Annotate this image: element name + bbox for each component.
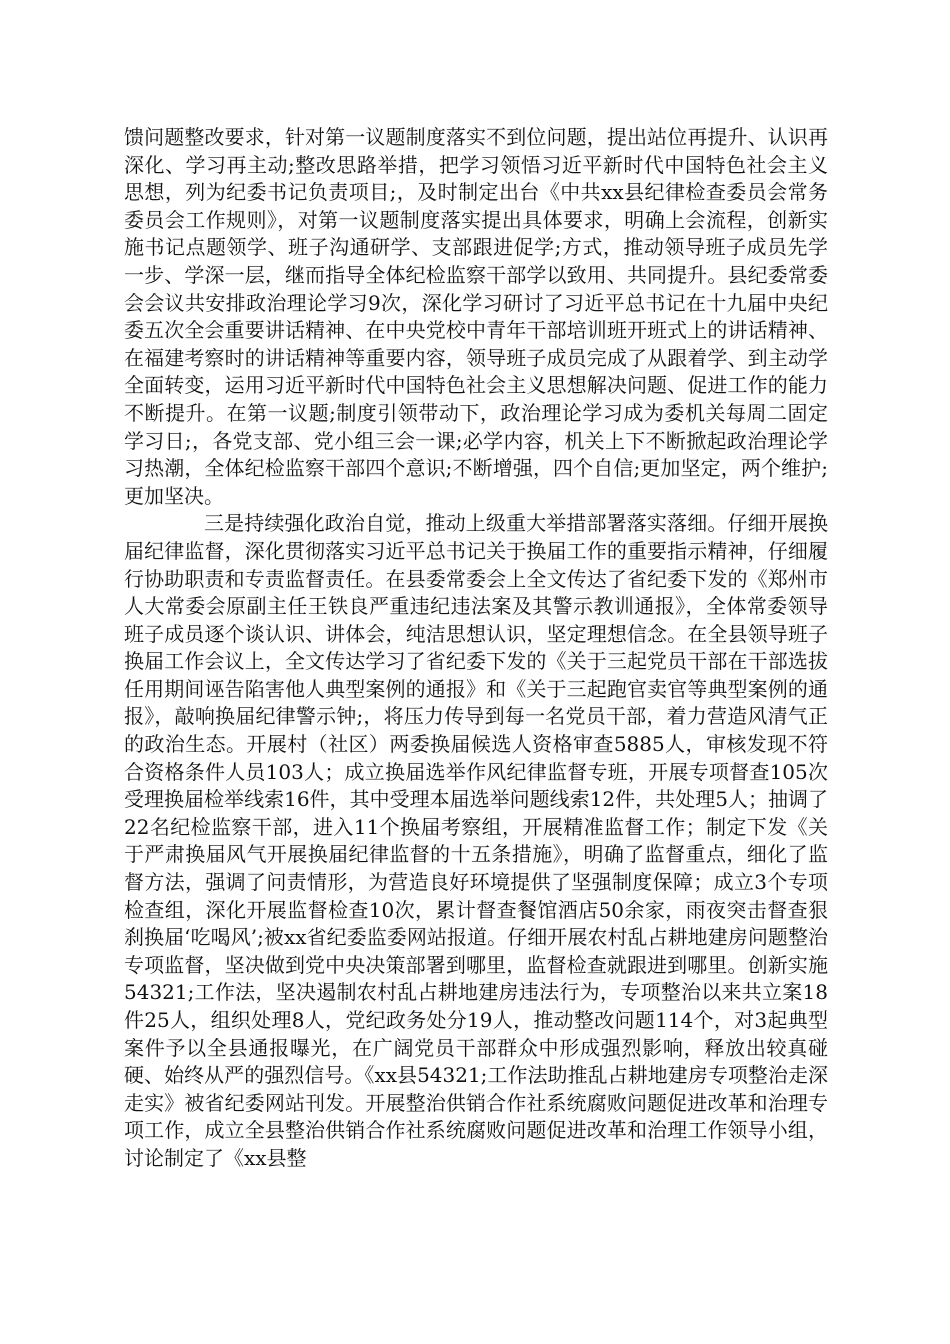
paragraph-1: 馈问题整改要求，针对第一议题制度落实不到位问题，提出站位再提升、认识再深化、学习再主动;整改思路举措，把学习领悟习近平新时代中国特色社会主义思想，列为纪委书记负责项目;，及时制定出台《中共xx县纪律检查委员会常务委员会工作规则》，对第一议题制度落实提出具体要求，明确上会流程，创新实施书记点题领学、班子沟通研学、支部跟进促学;方式，推动领导班子成员先学一步、学深一层，继而指导全体纪检监察干部学以致用、共同提升。县纪委常委会会议共安排政治理论学习9次，深化学习研讨了习近平总书记在十九届中央纪委五次全会重要讲话精神、在中央党校中青年干部培训班开班式上的讲话精神、在福建考察时的讲话精神等重要内容，领导班子成员完成了从跟着学、到主动学全面转变，运用习近平新时代中国特色社会主义思想解决问题、促进工作的能力不断提升。在第一议题;制度引领带动下，政治理论学习成为委机关每周二固定学习日;，各党支部、党小组三会一课;必学内容，机关上下不断掀起政治理论学习热潮，全体纪检监察干部四个意识;不断增强，四个自信;更加坚定，两个维护;更加坚决。 xyxy=(124,125,828,508)
paragraph-2: 三是持续强化政治自觉，推动上级重大举措部署落实落细。仔细开展换届纪律监督，深化贯彻落实习近平总书记关于换届工作的重要指示精神，仔细履行协助职责和专责监督责任。在县委常委会上全文传达了省纪委下发的《郑州市人大常委会原副主任王铁良严重违纪违法案及其警示教训通报》，全体常委领导班子成员逐个谈认识、讲体会，纯洁思想认识，坚定理想信念。在全县领导班子换届工作会议上，全文传达学习了省纪委下发的《关于三起党员干部在干部选拔任用期间诬告陷害他人典型案例的通报》和《关于三起跑官卖官等典型案例的通报》，敲响换届纪律警示钟;，将压力传导到每一名党员干部，着力营造风清气正的政治生态。开展村（社区）两委换届候选人资格审查5885人，审核发现不符合资格条件人员103人；成立换届选举作风纪律监督专班，开展专项督查105次受理换届检举线索16件，其中受理本届选举问题线索12件，共处理5人；抽调了22名纪检监察干部，进入11个换届考察组，开展精准监督工作；制定下发《关于严肃换届风气开展换届纪律监督的十五条措施》，明确了监督重点，细化了监督方法，强调了问责情形，为营造良好环境提供了坚强制度保障；成立3个专项检查组，深化开展监督检查10次，累计督查餐馆酒店50余家，雨夜突击督查狠刹换届‘吃喝风’;被xx省纪委监委网站报道。仔细开展农村乱占耕地建房问题整治专项监督，坚决做到党中央决策部署到哪里，监督检查就跟进到哪里。创新实施54321;工作法，坚决遏制农村乱占耕地建房违法行为，专项整治以来共立案18件25人，组织处理8人，党纪政务处分19人，推动整改问题114个，对3起典型案件予以全县通报曝光，在广阔党员干部群众中形成强烈影响，释放出较真碰硬、始终从严的强烈信号。《xx县54321;工作法助推乱占耕地建房专项整治走深走实》被省纪委网站刊发。开展整治供销合作社系统腐败问题促进改革和治理专项工作，成立全县整治供销合作社系统腐败问题促进改革和治理工作领导小组，讨论制定了《xx县整 xyxy=(124,511,828,1170)
body-text xyxy=(124,124,828,1173)
